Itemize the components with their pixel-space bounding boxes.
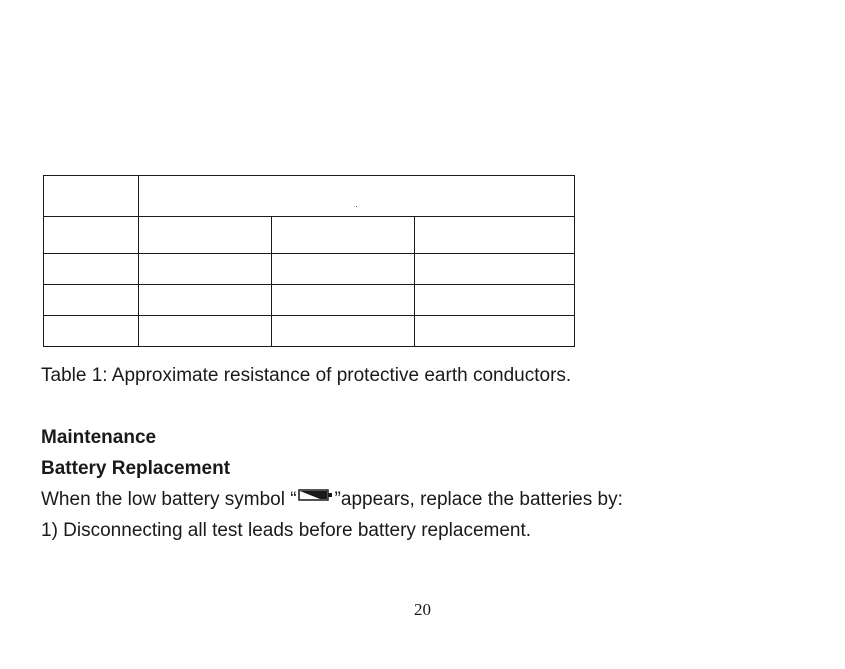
battery-replacement-heading: Battery Replacement <box>41 458 231 479</box>
table-cell <box>44 316 139 347</box>
mark-dot <box>356 206 357 207</box>
table-cell <box>415 316 575 347</box>
table-cell <box>415 217 575 254</box>
instruction-text-before: When the low battery symbol “ <box>41 489 297 511</box>
table-cell <box>139 285 272 316</box>
table-row <box>44 316 575 347</box>
table-cell <box>44 254 139 285</box>
table-cell <box>272 285 415 316</box>
table-cell <box>415 285 575 316</box>
table-subheader-row <box>44 217 575 254</box>
instruction-text-after: ”appears, replace the batteries by: <box>334 489 623 511</box>
table-cell <box>415 254 575 285</box>
table-cell <box>272 254 415 285</box>
table-header-row <box>44 176 575 217</box>
table-cell <box>139 254 272 285</box>
table-cell <box>272 316 415 347</box>
table-cell <box>44 176 139 217</box>
maintenance-heading: Maintenance <box>41 427 157 448</box>
table-row <box>44 285 575 316</box>
low-battery-icon <box>298 487 334 509</box>
table-cell <box>272 217 415 254</box>
step-1-text: 1) Disconnecting all test leads before battery replacement. <box>41 520 532 541</box>
table-cell <box>139 217 272 254</box>
low-battery-instruction <box>41 489 623 511</box>
table-cell <box>139 316 272 347</box>
table-row <box>44 254 575 285</box>
table-cell <box>44 217 139 254</box>
resistance-table <box>43 175 575 347</box>
table-caption: Table 1: Approximate resistance of protective earth conductors. <box>41 365 572 386</box>
table-cell <box>44 285 139 316</box>
page-number: 20 <box>414 600 431 619</box>
table-cell <box>139 176 575 217</box>
